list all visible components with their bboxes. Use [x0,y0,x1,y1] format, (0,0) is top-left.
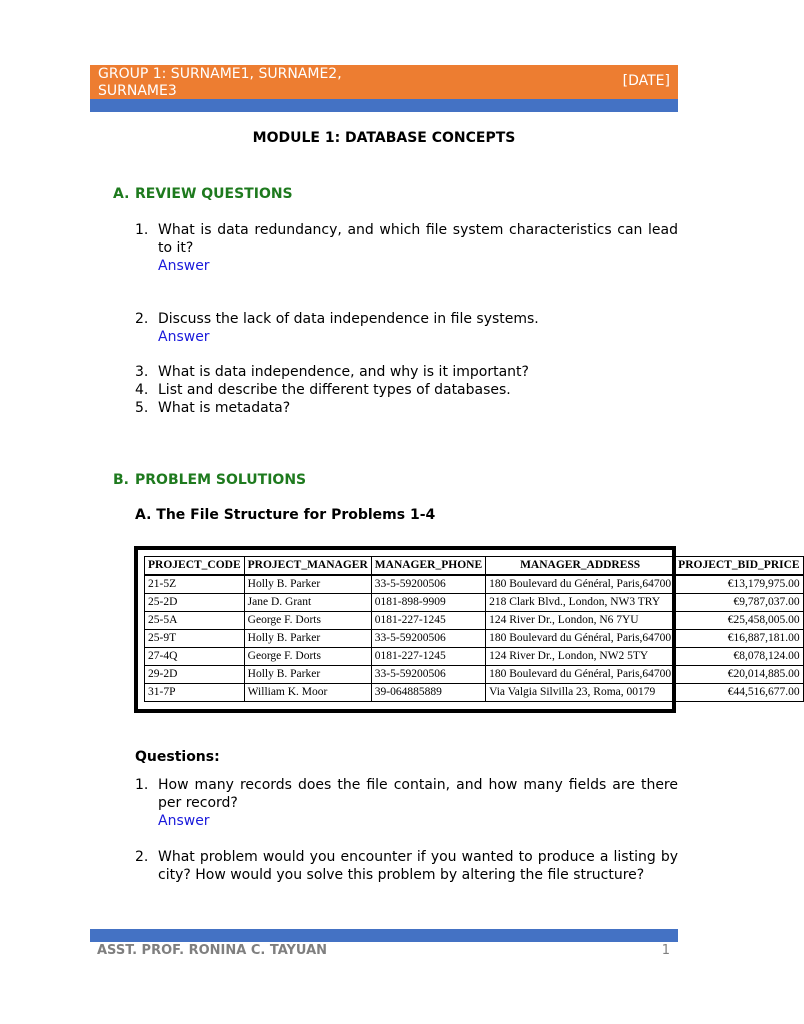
questions-heading: Questions: [135,749,220,765]
cell-project-code: 25-5A [145,612,245,630]
column-header: MANAGER_PHONE [371,557,485,576]
review-question-1 [135,221,678,275]
cell-project-manager: George F. Dorts [244,648,371,666]
file-structure-table [144,556,804,702]
footer-divider [90,929,678,942]
problem-question-2 [135,848,678,884]
cell-bid-price: €9,787,037.00 [675,594,803,612]
answer-link[interactable]: Answer [158,329,210,345]
header-divider [90,99,678,112]
column-header: PROJECT_CODE [145,557,245,576]
cell-manager-address: Via Valgia Silvilla 23, Roma, 00179 [486,684,675,702]
cell-project-code: 31-7P [145,684,245,702]
file-structure-heading: A. The File Structure for Problems 1-4 [135,507,436,523]
question-number: 5. [135,400,149,416]
cell-bid-price: €44,516,677.00 [675,684,803,702]
cell-manager-address: 180 Boulevard du Général, Paris,64700 [486,575,675,594]
question-text: What is data redundancy, and which file system characteristics can lead to it? [158,222,678,256]
table-row [145,666,804,684]
cell-manager-address: 180 Boulevard du Général, Paris,64700 [486,666,675,684]
table-row [145,684,804,702]
answer-link[interactable]: Answer [158,813,210,829]
question-text: List and describe the different types of databases. [158,382,511,398]
cell-manager-address: 124 River Dr., London, N6 7YU [486,612,675,630]
section-b-title: PROBLEM SOLUTIONS [135,472,307,488]
cell-manager-phone: 0181-227-1245 [371,612,485,630]
cell-project-manager: Holly B. Parker [244,575,371,594]
section-a-heading [113,186,293,202]
page-number: 1 [661,943,670,958]
review-question-2 [135,310,678,346]
answer-link[interactable]: Answer [158,258,210,274]
table-row [145,612,804,630]
cell-project-code: 25-2D [145,594,245,612]
column-header: PROJECT_BID_PRICE [675,557,803,576]
footer-author: ASST. PROF. RONINA C. TAYUAN [97,943,328,958]
table-row [145,648,804,666]
cell-project-manager: Jane D. Grant [244,594,371,612]
section-b-letter: B. [113,472,129,488]
cell-project-manager: Holly B. Parker [244,666,371,684]
table-header-row [145,557,804,576]
cell-manager-phone: 0181-898-9909 [371,594,485,612]
table-row [145,630,804,648]
section-a-title: REVIEW QUESTIONS [135,186,293,202]
cell-project-code: 27-4Q [145,648,245,666]
question-number: 2. [135,849,149,865]
header-date: [DATE] [622,73,670,89]
review-question-4 [135,381,678,399]
cell-bid-price: €16,887,181.00 [675,630,803,648]
question-text: What is data independence, and why is it important? [158,364,529,380]
page-title: MODULE 1: DATABASE CONCEPTS [252,130,516,146]
question-text: What problem would you encounter if you wanted to produce a listing by city? How would you solve this problem by altering the file structure? [158,849,678,883]
review-question-3 [135,363,678,381]
cell-project-manager: George F. Dorts [244,612,371,630]
cell-project-manager: Holly B. Parker [244,630,371,648]
problem-question-1 [135,776,678,830]
column-header: PROJECT_MANAGER [244,557,371,576]
cell-project-manager: William K. Moor [244,684,371,702]
question-text: Discuss the lack of data independence in file systems. [158,311,539,327]
cell-manager-phone: 33-5-59200506 [371,630,485,648]
review-question-5 [135,399,678,417]
cell-bid-price: €13,179,975.00 [675,575,803,594]
table-row [145,575,804,594]
question-number: 3. [135,364,149,380]
cell-manager-phone: 0181-227-1245 [371,648,485,666]
column-header: MANAGER_ADDRESS [486,557,675,576]
cell-project-code: 25-9T [145,630,245,648]
question-text: What is metadata? [158,400,291,416]
header-group-names: GROUP 1: SURNAME1, SURNAME2, SURNAME3 [98,66,342,99]
section-a-letter: A. [113,186,130,202]
question-number: 2. [135,311,149,327]
cell-project-code: 29-2D [145,666,245,684]
file-structure-table-frame [134,546,800,713]
cell-project-code: 21-5Z [145,575,245,594]
cell-manager-address: 124 River Dr., London, NW2 5TY [486,648,675,666]
cell-manager-phone: 33-5-59200506 [371,575,485,594]
table-row [145,594,804,612]
question-number: 4. [135,382,149,398]
cell-manager-phone: 39-064885889 [371,684,485,702]
question-number: 1. [135,222,149,238]
cell-bid-price: €25,458,005.00 [675,612,803,630]
question-number: 1. [135,777,149,793]
cell-manager-phone: 33-5-59200506 [371,666,485,684]
question-text: How many records does the file contain, and how many fields are there per record? [158,777,678,811]
cell-manager-address: 218 Clark Blvd., London, NW3 TRY [486,594,675,612]
cell-bid-price: €8,078,124.00 [675,648,803,666]
section-b-heading [113,472,306,488]
cell-manager-address: 180 Boulevard du Général, Paris,64700 [486,630,675,648]
header-bar [90,65,678,99]
cell-bid-price: €20,014,885.00 [675,666,803,684]
